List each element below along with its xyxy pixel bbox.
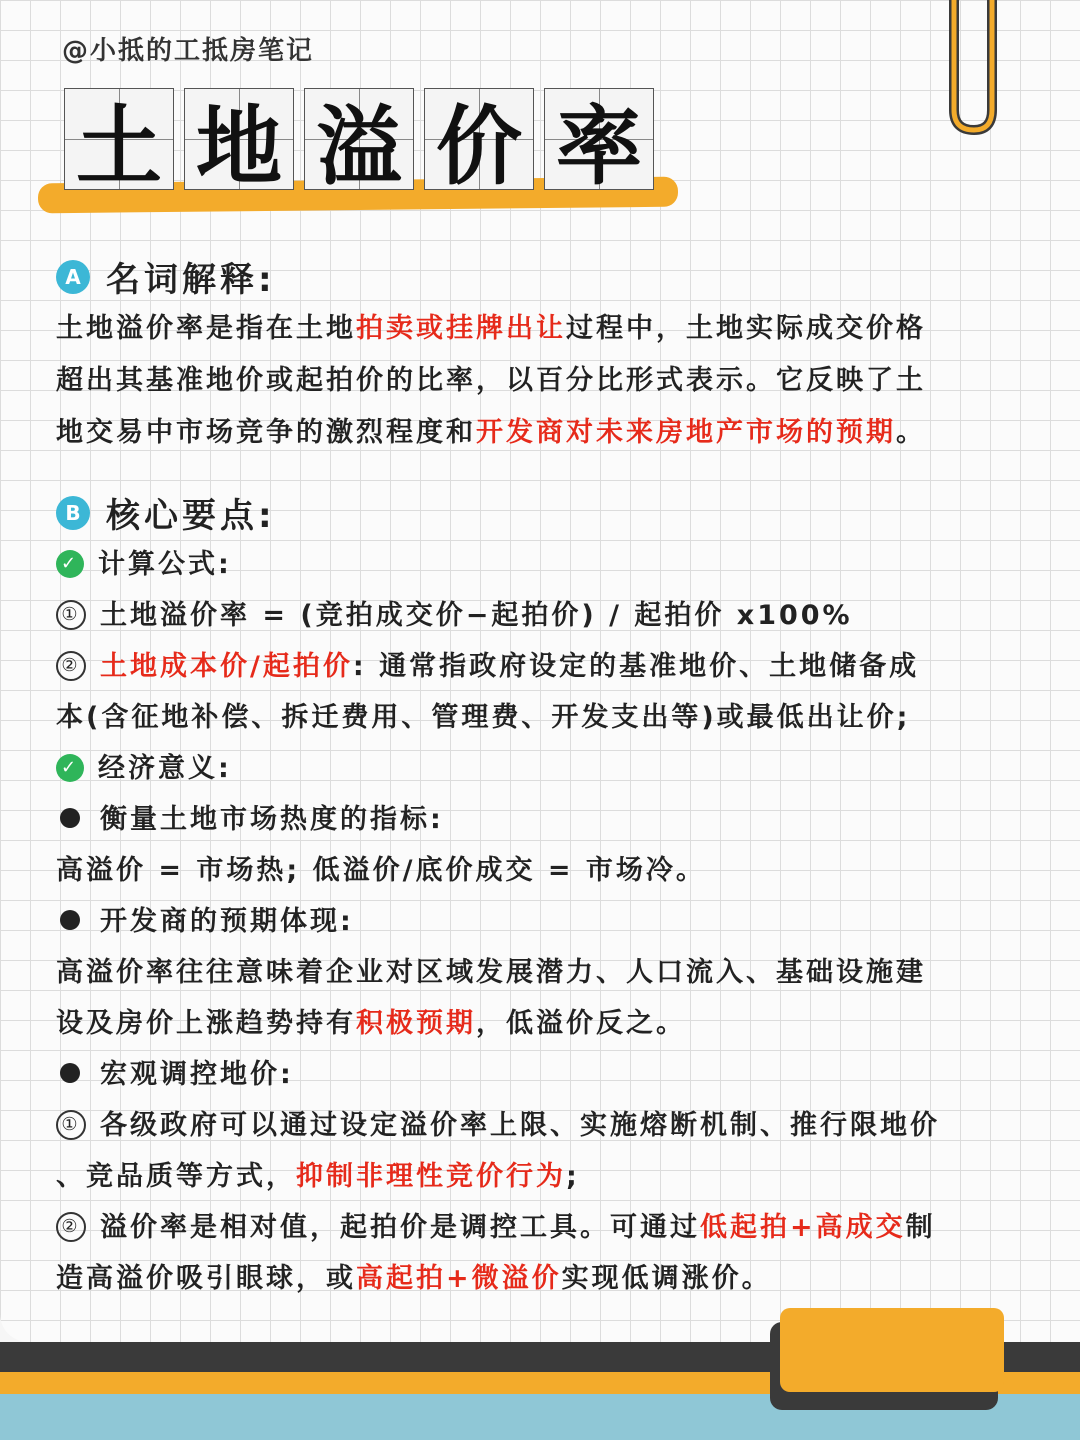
check-icon: ✓ (56, 550, 84, 578)
macro-text-2-line-2: 造高溢价吸引眼球，或高起拍+微溢价实现低调涨价。 (56, 1263, 772, 1294)
circled-number-icon: ② (56, 651, 86, 681)
circled-number-icon: ① (56, 1110, 86, 1140)
title-char-cell: 土 (64, 88, 174, 190)
highlight-text: 开发商对未来房地产市场的预期 (476, 417, 896, 448)
economic-meaning-heading: ✓ 经济意义: (56, 746, 1026, 785)
base-price-line-2: 本(含征地补偿、拆迁费用、管理费、开发支出等)或最低出让价; (56, 702, 911, 733)
calc-formula-heading: ✓ 计算公式: (56, 542, 1026, 581)
base-price-line-1: ② 土地成本价/起拍价: 通常指政府设定的基准地价、土地储备成 (56, 644, 1026, 683)
section-b-heading (56, 488, 276, 537)
section-a-heading (56, 252, 276, 301)
definition-line-3: 地交易中市场竞争的激烈程度和开发商对未来房地产市场的预期。 (56, 417, 926, 448)
macro-text-1-line-1: ① 各级政府可以通过设定溢价率上限、实施熔断机制、推行限地价 (56, 1103, 1026, 1142)
circled-number-icon: ① (56, 600, 86, 630)
bullet-dot-icon (60, 1063, 80, 1083)
paperclip-icon (944, 0, 1000, 150)
account-handle: @小抵的工抵房笔记 (62, 36, 315, 66)
macro-text-1-line-2: 、竞品质等方式，抑制非理性竞价行为; (56, 1161, 580, 1192)
title-char-cell: 溢 (304, 88, 414, 190)
section-b-title: 核心要点: (106, 496, 276, 536)
bullet-dot-icon (60, 808, 80, 828)
highlight-text: 拍卖或挂牌出让 (356, 313, 566, 344)
highlight-text: 高起拍+微溢价 (356, 1263, 562, 1294)
definition-line-2: 超出其基准地价或起拍价的比率，以百分比形式表示。它反映了土 (56, 365, 926, 396)
highlight-text: 积极预期 (356, 1008, 476, 1039)
bullet-developer-expectation: 开发商的预期体现: (56, 899, 1026, 938)
page-title (64, 88, 664, 197)
highlight-text: 低起拍+高成交 (700, 1212, 906, 1243)
bullet-dot-icon (60, 910, 80, 930)
heat-indicator-text: 高溢价 = 市场热; 低溢价/底价成交 = 市场冷。 (56, 855, 706, 886)
highlight-text: 土地成本价/起拍价 (100, 651, 353, 682)
bullet-heat-indicator: 衡量土地市场热度的指标: (56, 797, 1026, 836)
section-a-badge: A (56, 260, 90, 294)
circled-number-icon: ② (56, 1212, 86, 1242)
developer-text-line-1: 高溢价率往往意味着企业对区域发展潜力、人口流入、基础设施建 (56, 957, 926, 988)
corner-tab (780, 1308, 1004, 1392)
title-char-cell: 地 (184, 88, 294, 190)
section-a-title: 名词解释: (106, 260, 276, 300)
highlight-text: 抑制非理性竞价行为 (296, 1161, 566, 1192)
title-char-cell: 价 (424, 88, 534, 190)
macro-text-2-line-1: ② 溢价率是相对值，起拍价是调控工具。可通过低起拍+高成交制 (56, 1205, 1026, 1244)
definition-line-1: 土地溢价率是指在土地拍卖或挂牌出让过程中，土地实际成交价格 (56, 313, 926, 344)
title-char-cell: 率 (544, 88, 654, 190)
developer-text-line-2: 设及房价上涨趋势持有积极预期，低溢价反之。 (56, 1008, 686, 1039)
section-b-badge: B (56, 496, 90, 530)
bullet-macro-control: 宏观调控地价: (56, 1052, 1026, 1091)
check-icon: ✓ (56, 754, 84, 782)
formula-line: ① 土地溢价率 = (竞拍成交价−起拍价) / 起拍价 x100% (56, 593, 1026, 632)
